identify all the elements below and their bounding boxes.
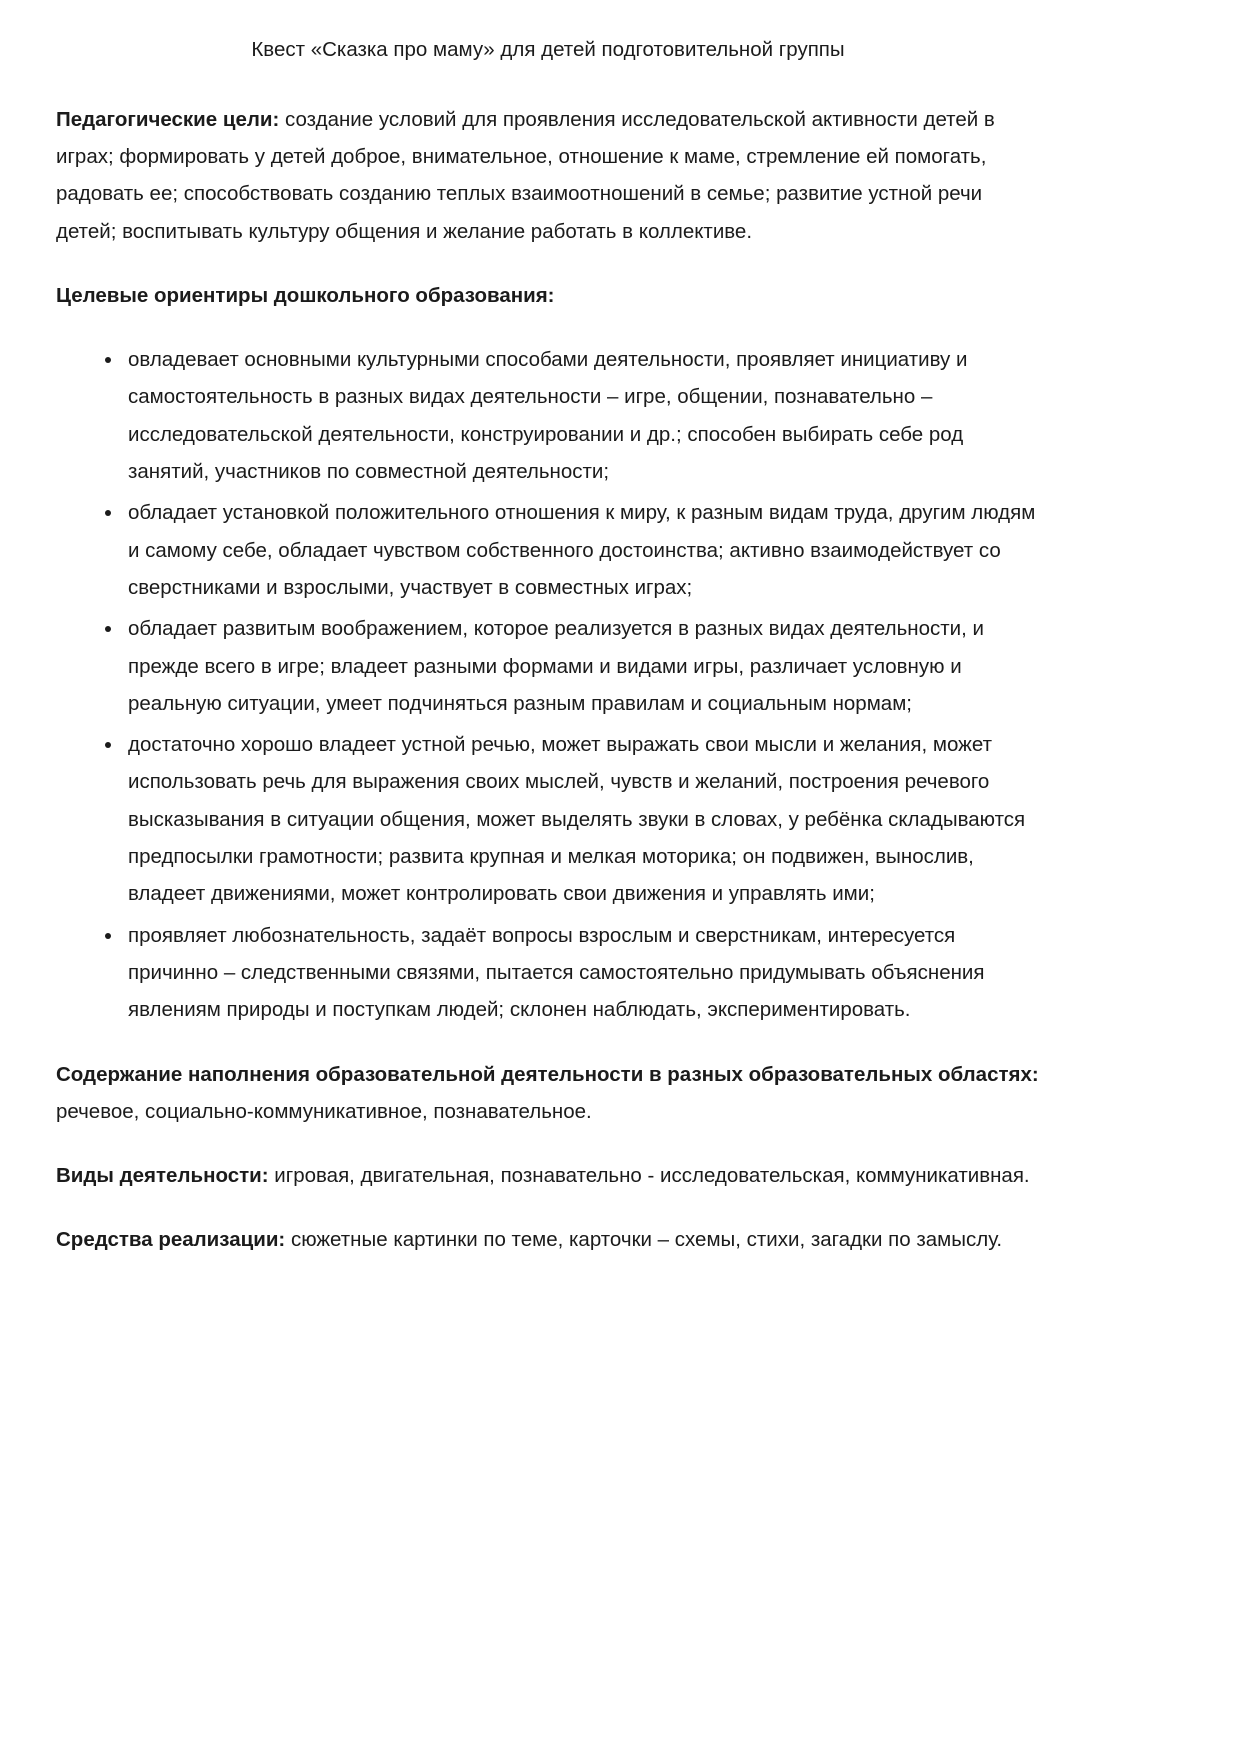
paragraph-means: [56, 1221, 1040, 1258]
list-item: • обладает установкой положительного отношения к миру, к разным видам труда, другим людям и самому себе, обладает чувством собственного достоинства; активно взаимодействует со сверстниками и взрослыми, участвует в совместных играх;: [124, 494, 1040, 606]
activities-text: игровая, двигательная, познавательно - исследовательская, коммуникативная.: [268, 1164, 1030, 1188]
targets-heading: Целевые ориентиры дошкольного образования:: [56, 283, 555, 307]
list-item: • проявляет любознательность, задаёт вопросы взрослым и сверстникам, интересуется причинно – следственными связями, пытается самостоятельно придумывать объяснения явлениям природы и поступкам людей; склонен наблюдать, экспериментировать.: [124, 917, 1040, 1029]
pedagogical-goals-label: Педагогические цели:: [56, 107, 280, 131]
means-text: сюжетные картинки по теме, карточки – схемы, стихи, загадки по замыслу.: [285, 1228, 1003, 1252]
content-areas-label: Содержание наполнения образовательной деятельности в разных образовательных областях:: [56, 1062, 1039, 1086]
list-item: • овладевает основными культурными способами деятельности, проявляет инициативу и самостоятельность в разных видах деятельности – игре, общении, познавательно – исследовательской деятельности, конструировании и др.; способен выбирать себе род занятий, участников по совместной деятельности;: [124, 341, 1040, 490]
list-item: • обладает развитым воображением, которое реализуется в разных видах деятельности, и прежде всего в игре; владеет разными формами и видами игры, различает условную и реальную ситуации, умеет подчиняться разным правилам и социальным нормам;: [124, 610, 1040, 722]
list-item: • достаточно хорошо владеет устной речью, может выражать свои мысли и желания, может использовать речь для выражения своих мыслей, чувств и желаний, построения речевого высказывания в ситуации общения, может выделять звуки в словах, у ребёнка складываются предпосылки грамотности; развита крупная и мелкая моторика; он подвижен, вынослив, владеет движениями, может контролировать свои движения и управлять ими;: [124, 726, 1040, 912]
targets-list: [56, 341, 1040, 1028]
means-label: Средства реализации:: [56, 1228, 286, 1252]
activities-label: Виды деятельности:: [56, 1164, 269, 1188]
pedagogical-goals-text: создание условий для проявления исследовательской активности детей в играх; формировать у детей доброе, внимательное, отношение к маме, стремление ей помогать, радовать ее; способствовать созданию теплых взаимоотношений в семье; развитие устной речи детей; воспитывать культуру общения и желание работать в коллективе.: [56, 107, 995, 243]
content-areas-text: речевое, социально-коммуникативное, познавательное.: [56, 1099, 592, 1123]
paragraph-pedagogical-goals: [56, 101, 1040, 250]
document-title: Квест «Сказка про маму» для детей подготовительной группы: [251, 38, 845, 61]
paragraph-content-areas: [56, 1056, 1040, 1131]
paragraph-activities: [56, 1157, 1040, 1194]
